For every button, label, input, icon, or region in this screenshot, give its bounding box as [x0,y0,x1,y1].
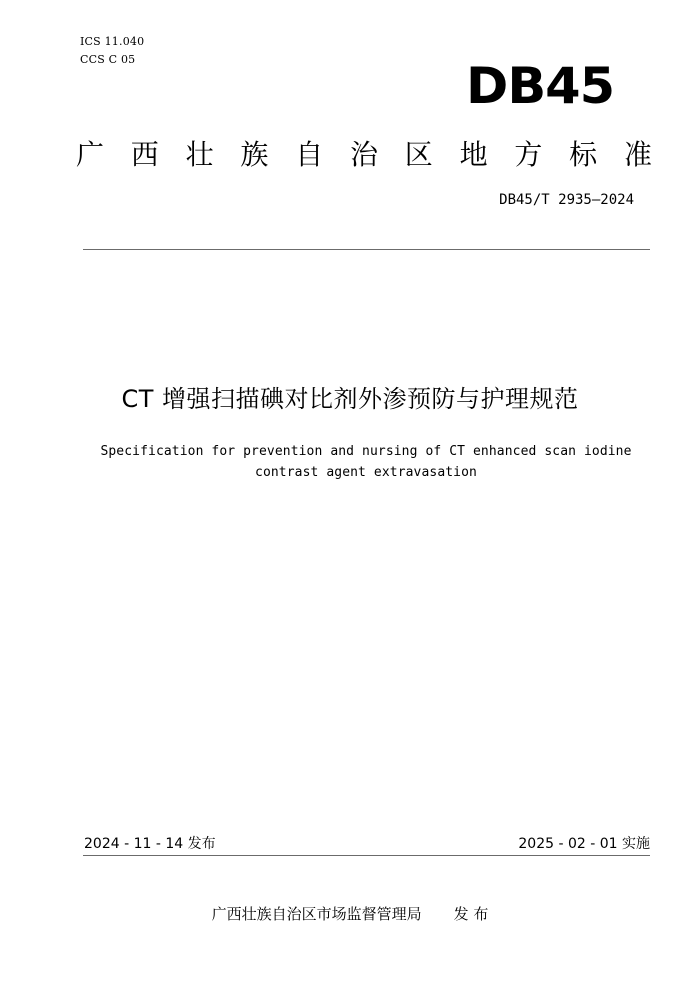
standard-category-char: 标 [569,138,598,171]
standard-category-char: 壮 [185,138,214,171]
standard-category-char: 区 [404,138,433,171]
standard-category-char: 治 [349,138,378,171]
implementation-date: 2025 - 02 - 01 实施 [518,836,650,852]
publisher-name: 广西壮族自治区市场监督管理局 [211,905,422,923]
publish-action: 发 布 [453,905,489,923]
standard-number: DB45/T 2935—2024 [499,192,634,208]
header-divider [83,249,650,250]
ics-code: ICS 11.040 [80,35,145,48]
db45-logo: DB45 [466,57,615,115]
publisher-line [0,904,700,924]
standard-category-char: 广 [76,138,105,171]
issue-date: 2024 - 11 - 14 发布 [84,836,216,852]
standard-category-char: 地 [459,138,488,171]
standard-category-char: 准 [623,138,652,171]
standard-category-title [76,135,652,175]
standard-category-char: 自 [295,138,324,171]
ccs-code: CCS C 05 [80,53,136,66]
standard-category-char: 方 [514,138,543,171]
footer-divider [83,855,650,856]
document-title-english: Specification for prevention and nursing of CT enhanced scan iodine contrast agent extravasation [100,444,632,480]
standard-category-char: 西 [130,138,159,171]
standard-category-char: 族 [240,138,269,171]
document-title-chinese: CT 增强扫描碘对比剂外渗预防与护理规范 [121,385,579,413]
